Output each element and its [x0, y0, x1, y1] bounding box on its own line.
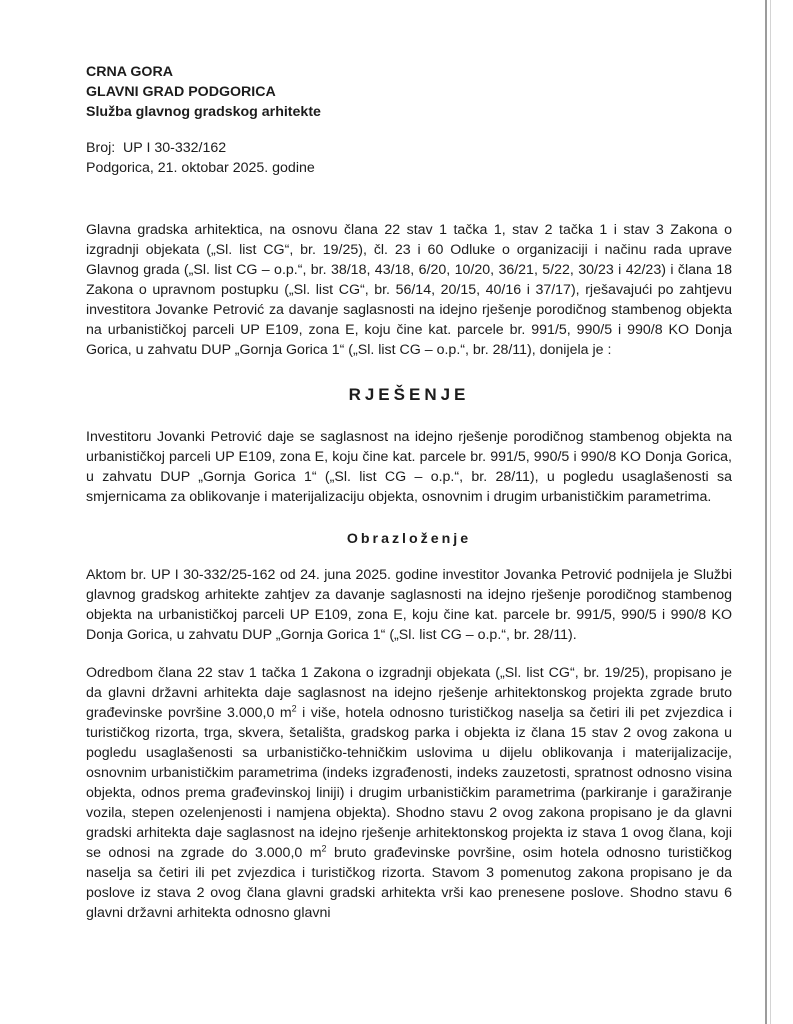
header-country: CRNA GORA: [86, 64, 173, 80]
scan-edge-line: [765, 0, 767, 1024]
header-department: Služba glavnog gradskog arhitekte: [86, 104, 321, 120]
preamble-paragraph: Glavna gradska arhitektica, na osnovu člana 22 stav 1 tačka 1, stav 2 tačka 1 i stav 3 Zakona o izgradnji objekata („Sl. list CG“, br. 19/25), čl. 23 i 60 Odluke o organizaciji i načinu rada uprave Glavnog grada („Sl. list CG – o.p.“, br. 38/18, 43/18, 6/20, 10/20, 36/21, 5/22, 30/23 i 42/23) i člana 18 Zakona o upravnom postupku („Sl. list CG“, br. 56/14, 20/15, 40/16 i 37/17), rješavajući po zahtjevu investitora Jovanke Petrović za davanje saglasnosti na idejno rješenje porodičnog stambenog objekta na urbanističkoj parceli UP E109, zona E, koju čine kat. parcele br. 991/5, 990/5 i 990/8 KO Donja Gorica, u zahvatu DUP „Gornja Gorica 1“ („Sl. list CG – o.p.“, br. 28/11), donijela je :: [86, 222, 732, 358]
reasoning-paragraph-2: [86, 663, 732, 923]
reasoning-p2-part1: Odredbom člana 22 stav 1 tačka 1 Zakona o izgradnji objekata („Sl. list CG“, br. 19/25), propisano je da glavni državni arhitekta daje saglasnost na idejno rješenje arhitektonskog projekta zgrade bruto građevinske površine 3.000,0 m: [86, 665, 732, 721]
document-place-date: Podgorica, 21. oktobar 2025. godine: [86, 160, 315, 176]
reasoning-p2-part3: bruto građevinske površine, osim hotela odnosno turističkog naselja sa četiri ili pet zvjezdica i turističkog rizorta. Stavom 3 pomenutog zakona propisano je da poslove iz stava 2 ovog člana glavni gradski arhitekta vrši kao prenesene poslove. Shodno stavu 6 glavni državni arhitekta odnosno glavni: [86, 845, 732, 921]
decision-title: RJEŠENJE: [348, 385, 470, 404]
document-meta: [86, 138, 732, 178]
reasoning-p2-part2: i više, hotela odnosno turističkog naselja sa četiri ili pet zvjezdica i turističkog rizorta, trga, skvera, šetališta, gradskog parka i objekta iz člana 15 stav 2 ovog zakona u pogledu usaglašenosti sa urbanističko-tehničkim uslovima u dijelu oblikovanja i materijalizacije, osnovnim urbanističkim parametrima (indeks izgrađenosti, indeks zauzetosti, spratnost odnosno visina objekta, odnos prema građevinskoj liniji) i drugim urbanističkim parametrima (parkiranje i garažiranje vozila, stepen ozelenjenosti i namjena objekta). Shodno stavu 2 ovog zakona propisano je da glavni gradski arhitekta daje saglasnost na idejno rješenje arhitektonskog projekta iz stava 1 ovog člana, koji se odnosi na zgrade do 3.000,0 m: [86, 705, 732, 861]
decision-paragraph: Investitoru Jovanki Petrović daje se saglasnost na idejno rješenje porodičnog stambenog objekta na urbanističkoj parceli UP E109, zona E, koju čine kat. parcele br. 991/5, 990/5 i 990/8 KO Donja Gorica, u zahvatu DUP „Gornja Gorica 1“ („Sl. list CG – o.p.“, br. 28/11), u pogledu usaglašenosti sa smjernicama za oblikovanje i materijalizaciju objekta, osnovnim i drugim urbanističkim parametrima.: [86, 429, 732, 505]
superscript-2: 2: [321, 843, 327, 854]
reasoning-paragraph-1: Aktom br. UP I 30-332/25-162 od 24. juna 2025. godine investitor Jovanka Petrović podnijela je Službi glavnog gradskog arhitekte zahtjev za davanje saglasnosti na idejno rješenje porodičnog stambenog objekta na urbanističkoj parceli UP E109, zona E, koju čine kat. parcele br. 991/5, 990/5 i 990/8 KO Donja Gorica, u zahvatu DUP „Gornja Gorica 1“ („Sl. list CG – o.p.“, br. 28/11).: [86, 567, 732, 643]
document-page: [86, 62, 732, 923]
reasoning-title: Obrazloženje: [346, 531, 472, 547]
document-number: Broj: UP I 30-332/162: [86, 140, 227, 156]
header-city: GLAVNI GRAD PODGORICA: [86, 84, 276, 100]
scan-edge-line-thin: [770, 0, 771, 1024]
superscript-2: 2: [291, 703, 297, 714]
